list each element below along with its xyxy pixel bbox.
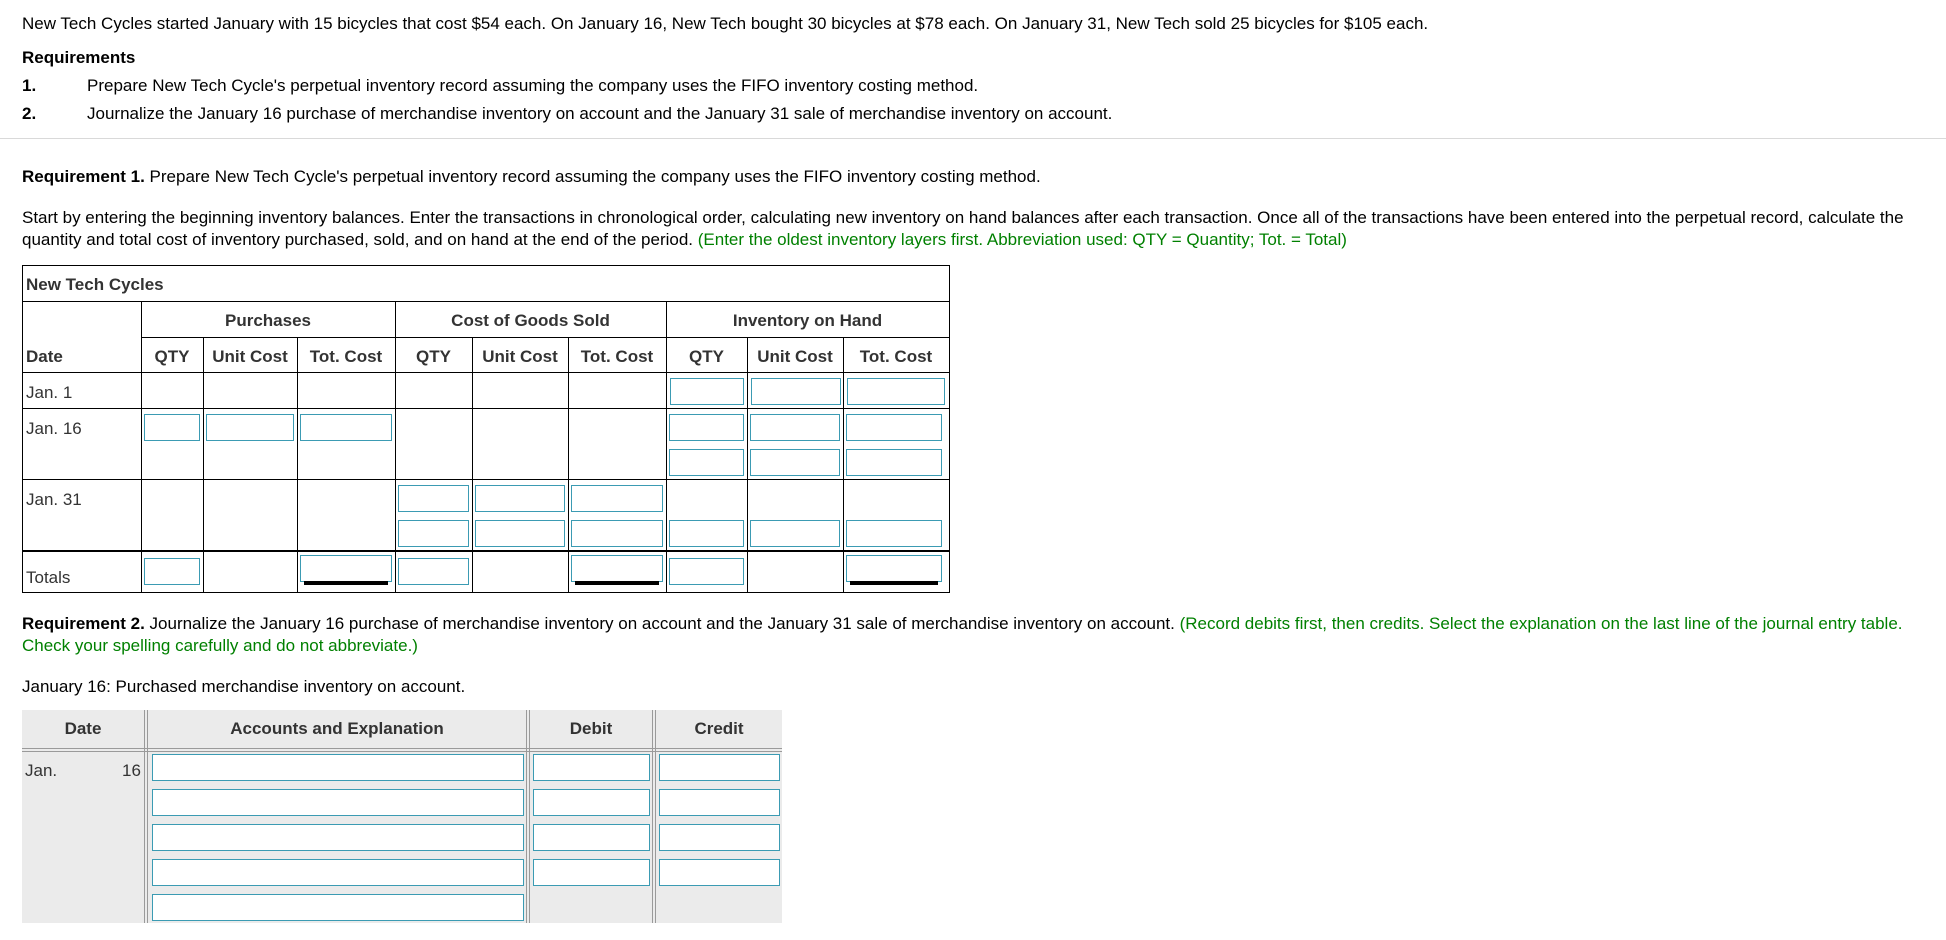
instructions-hint: (Enter the oldest inventory layers first. Abbreviation used: QTY = Quantity; Tot. = Total) <box>697 230 1347 249</box>
row-label-totals: Totals <box>26 568 71 587</box>
jan31-cogs-unit-cost-input-1[interactable] <box>475 485 565 512</box>
row-label-jan-1: Jan. 1 <box>26 383 73 402</box>
totals-purchases-total-cost-input[interactable] <box>300 555 392 582</box>
requirement-text: Journalize the January 16 purchase of merchandise inventory on account and the January 31 sale of merchandise inventory on account. <box>87 104 1113 123</box>
requirement-text: Prepare New Tech Cycle's perpetual inventory record assuming the company uses the FIFO inventory costing method. <box>87 76 979 95</box>
credit-input-4[interactable] <box>659 859 780 886</box>
credit-input-3[interactable] <box>659 824 780 851</box>
journal-debit-header: Debit <box>569 719 613 738</box>
purchases-qty-header: QTY <box>154 347 190 366</box>
journal-day: 16 <box>122 761 141 780</box>
journal-caption: January 16: Purchased merchandise inventory on account. <box>22 677 466 696</box>
totals-cogs-total-cost-input[interactable] <box>571 555 663 582</box>
credit-input-2[interactable] <box>659 789 780 816</box>
requirement-number: 2. <box>22 104 37 123</box>
jan31-cogs-total-cost-input-1[interactable] <box>571 485 663 512</box>
row-label-jan-31: Jan. 31 <box>26 490 82 509</box>
column-divider <box>526 710 530 923</box>
column-divider <box>144 710 148 923</box>
inventory-unit-cost-header: Unit Cost <box>757 347 833 366</box>
debit-input-2[interactable] <box>533 789 650 816</box>
totals-inventory-total-cost-input[interactable] <box>846 555 942 582</box>
double-underline <box>575 581 659 585</box>
double-underline <box>850 581 938 585</box>
jan31-cogs-qty-input-2[interactable] <box>398 520 469 547</box>
requirement-number: 1. <box>22 76 37 95</box>
purchases-unit-cost-header: Unit Cost <box>212 347 288 366</box>
jan16-inventory-total-cost-input-1[interactable] <box>846 414 942 441</box>
requirement-1-label: Requirement 1. <box>22 167 145 186</box>
journal-month: Jan. <box>25 761 58 780</box>
section-divider <box>0 138 1946 139</box>
journal-entry-table <box>22 710 782 923</box>
requirement-2-heading <box>22 613 1932 657</box>
problem-statement: New Tech Cycles started January with 15 bicycles that cost $54 each. On January 16, New Tech bought 30 bicycles at $78 each. On January 31, New Tech sold 25 bicycles for $105 each. <box>22 14 1429 33</box>
jan1-inventory-total-cost-input[interactable] <box>847 378 945 405</box>
journal-credit-header: Credit <box>694 719 744 738</box>
totals-inventory-qty-input[interactable] <box>669 558 744 585</box>
totals-purchases-qty-input[interactable] <box>144 558 200 585</box>
account-input-4[interactable] <box>152 859 524 886</box>
jan16-inventory-unit-cost-input-1[interactable] <box>750 414 840 441</box>
requirement-2-text: Journalize the January 16 purchase of merchandise inventory on account and the January 31 sale of merchandise inventory on account. <box>144 614 1180 633</box>
jan16-purchases-qty-input[interactable] <box>144 414 200 441</box>
requirement-1-instructions <box>22 207 1932 251</box>
jan16-purchases-total-cost-input[interactable] <box>300 414 392 441</box>
jan1-inventory-unit-cost-input[interactable] <box>751 378 841 405</box>
requirement-item-2 <box>22 104 1112 124</box>
jan31-inventory-unit-cost-input[interactable] <box>750 520 840 547</box>
company-name: New Tech Cycles <box>26 275 164 294</box>
jan31-cogs-total-cost-input-2[interactable] <box>571 520 663 547</box>
jan31-cogs-unit-cost-input-2[interactable] <box>475 520 565 547</box>
jan16-inventory-unit-cost-input-2[interactable] <box>750 449 840 476</box>
jan16-inventory-qty-input-2[interactable] <box>669 449 744 476</box>
date-column-header: Date <box>26 347 63 366</box>
jan16-purchases-unit-cost-input[interactable] <box>206 414 294 441</box>
jan31-inventory-total-cost-input[interactable] <box>846 520 942 547</box>
instructions-text: Start by entering the beginning inventory balances. Enter the transactions in chronological order, calculating new inventory on hand balances after each transaction. Once all of the transactions have been entered into the perpetual record, calculate the quantity and total cost of inventory purchased, sold, and on hand at the end of the period. <box>22 208 1904 249</box>
journal-accounts-header: Accounts and Explanation <box>230 719 444 738</box>
column-divider <box>652 710 656 923</box>
requirement-2-hint: (Record debits first, then credits. Select the explanation on the last line of the journal entry table. Check your spelling carefully and do not abbreviate.) <box>22 614 1903 655</box>
debit-input-1[interactable] <box>533 754 650 781</box>
explanation-input[interactable] <box>152 894 524 921</box>
requirement-item-1 <box>22 76 978 96</box>
purchases-total-cost-header: Tot. Cost <box>309 347 383 366</box>
cogs-header: Cost of Goods Sold <box>451 311 610 330</box>
requirement-1-text: Prepare New Tech Cycle's perpetual inventory record assuming the company uses the FIFO inventory costing method. <box>144 167 1041 186</box>
jan16-inventory-total-cost-input-2[interactable] <box>846 449 942 476</box>
totals-cogs-qty-input[interactable] <box>398 558 469 585</box>
inventory-total-cost-header: Tot. Cost <box>859 347 933 366</box>
perpetual-inventory-record <box>22 265 950 593</box>
jan31-inventory-qty-input[interactable] <box>669 520 744 547</box>
journal-date-header: Date <box>64 719 102 738</box>
debit-input-3[interactable] <box>533 824 650 851</box>
cogs-qty-header: QTY <box>416 347 451 366</box>
inventory-on-hand-header: Inventory on Hand <box>732 311 883 330</box>
account-input-1[interactable] <box>152 754 524 781</box>
purchases-header: Purchases <box>225 311 311 330</box>
inventory-qty-header: QTY <box>689 347 724 366</box>
requirement-2-label: Requirement 2. <box>22 614 145 633</box>
jan16-inventory-qty-input-1[interactable] <box>669 414 744 441</box>
account-input-3[interactable] <box>152 824 524 851</box>
jan31-cogs-qty-input-1[interactable] <box>398 485 469 512</box>
requirement-1-heading <box>22 166 1932 188</box>
account-input-2[interactable] <box>152 789 524 816</box>
cogs-total-cost-header: Tot. Cost <box>580 347 654 366</box>
cogs-unit-cost-header: Unit Cost <box>482 347 558 366</box>
requirements-heading: Requirements <box>22 48 136 67</box>
double-underline <box>304 581 388 585</box>
debit-input-4[interactable] <box>533 859 650 886</box>
header-divider <box>22 748 782 752</box>
credit-input-1[interactable] <box>659 754 780 781</box>
jan1-inventory-qty-input[interactable] <box>670 378 744 405</box>
row-label-jan-16: Jan. 16 <box>26 419 82 438</box>
